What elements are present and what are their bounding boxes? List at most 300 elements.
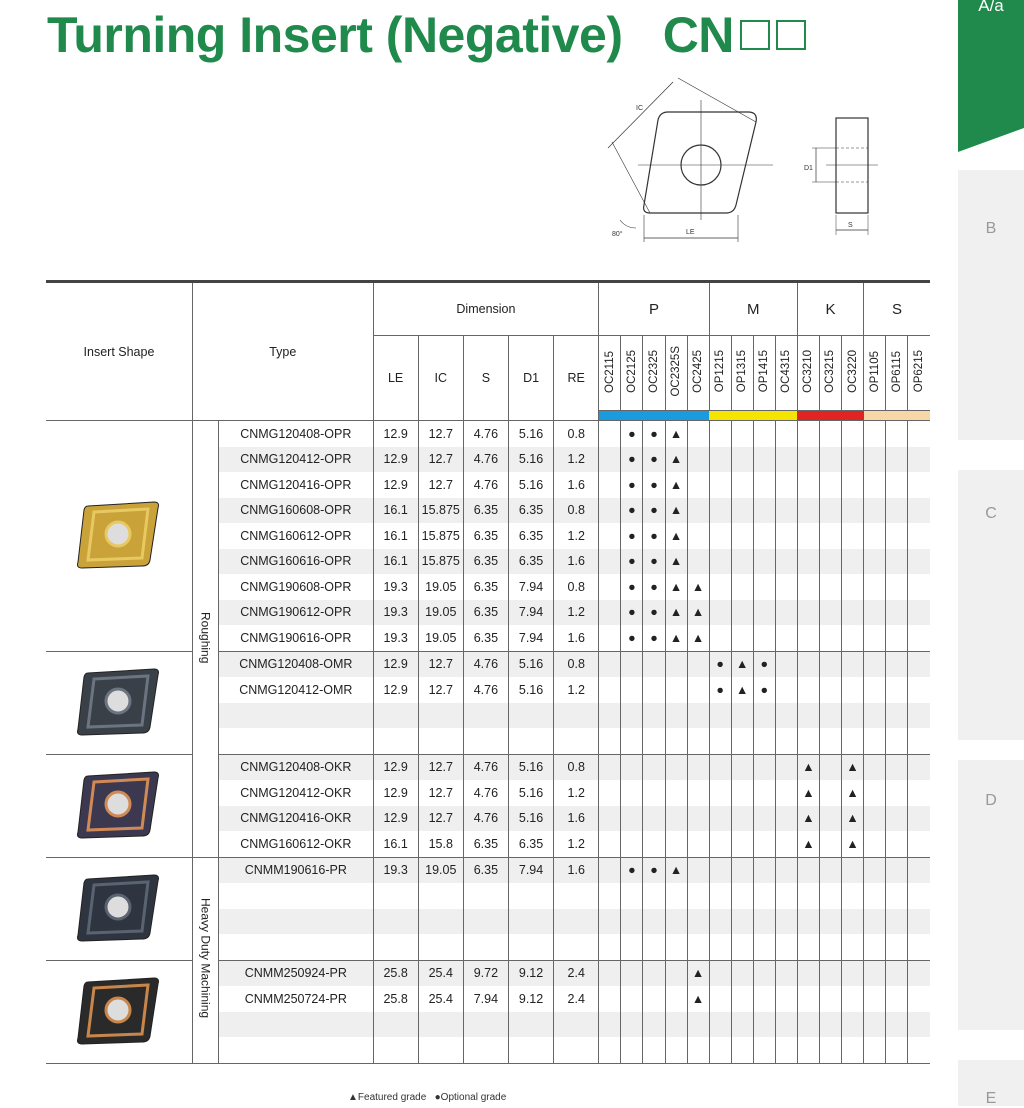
grade-mark-cell	[753, 472, 775, 498]
grade-mark-cell	[709, 600, 731, 626]
grade-mark-cell	[797, 498, 819, 524]
grade-mark-cell	[819, 806, 841, 832]
grade-mark-cell: ●	[621, 472, 643, 498]
grade-mark-cell	[819, 883, 841, 909]
grade-mark-cell: ▲	[665, 549, 687, 575]
grade-mark-cell	[775, 651, 797, 677]
insert-shape-cell	[46, 754, 192, 857]
gray-insert-omr-image	[74, 663, 164, 739]
grade-mark-cell	[819, 934, 841, 960]
type-header: Type	[192, 282, 373, 421]
grade-mark-cell	[753, 625, 775, 651]
grade-mark-cell	[775, 934, 797, 960]
le-cell: 16.1	[373, 831, 418, 857]
grade-mark-cell	[665, 1037, 687, 1063]
type-cell: CNMG120412-OKR	[219, 780, 374, 806]
grade-mark-cell	[864, 960, 886, 986]
grade-mark-cell	[753, 600, 775, 626]
grade-mark-cell	[687, 934, 709, 960]
grade-mark-cell: ▲	[687, 960, 709, 986]
grade-mark-cell	[709, 523, 731, 549]
grade-mark-cell	[797, 600, 819, 626]
grade-color-cell	[886, 411, 908, 421]
grade-mark-cell	[687, 1037, 709, 1063]
grade-mark-cell	[753, 728, 775, 754]
s-cell: 6.35	[463, 574, 508, 600]
grade-mark-cell	[687, 806, 709, 832]
grade-mark-cell	[665, 1012, 687, 1038]
grade-mark-cell: ▲	[797, 754, 819, 780]
grade-mark-cell	[599, 523, 621, 549]
grade-mark-cell	[643, 677, 665, 703]
grade-color-cell	[599, 411, 621, 421]
type-cell	[219, 934, 374, 960]
grade-mark-cell	[621, 651, 643, 677]
grade-mark-cell	[819, 600, 841, 626]
grade-mark-cell	[775, 498, 797, 524]
grade-mark-cell	[819, 549, 841, 575]
grade-mark-cell: ▲	[687, 574, 709, 600]
type-cell: CNMG120412-OPR	[219, 447, 374, 473]
grade-mark-cell	[731, 421, 753, 447]
grade-mark-cell	[731, 498, 753, 524]
ic-cell: 12.7	[418, 651, 463, 677]
grade-mark-cell	[908, 600, 930, 626]
grade-mark-cell	[864, 1037, 886, 1063]
grade-mark-cell	[864, 677, 886, 703]
grade-mark-cell	[797, 986, 819, 1012]
grade-mark-cell	[709, 703, 731, 729]
le-cell	[373, 1012, 418, 1038]
grade-mark-cell	[908, 677, 930, 703]
grade-mark-cell	[621, 831, 643, 857]
type-cell: CNMG120416-OPR	[219, 472, 374, 498]
grade-mark-cell	[908, 498, 930, 524]
type-cell: CNMM190616-PR	[219, 857, 374, 883]
grade-mark-cell	[709, 498, 731, 524]
grade-mark-cell	[864, 857, 886, 883]
tab-d[interactable]: D	[985, 792, 997, 809]
grade-mark-cell	[842, 421, 864, 447]
le-cell: 19.3	[373, 600, 418, 626]
grade-mark-cell	[797, 1037, 819, 1063]
grade-mark-cell	[819, 677, 841, 703]
grade-mark-cell: ▲	[797, 831, 819, 857]
le-cell	[373, 909, 418, 935]
grade-mark-cell	[643, 780, 665, 806]
grade-mark-cell: ●	[621, 447, 643, 473]
grade-mark-cell	[775, 831, 797, 857]
grade-color-cell	[753, 411, 775, 421]
d1-cell: 5.16	[508, 780, 553, 806]
s-cell	[463, 728, 508, 754]
grade-mark-cell	[621, 909, 643, 935]
grade-mark-cell	[731, 1037, 753, 1063]
grade-mark-cell	[687, 498, 709, 524]
ic-cell: 12.7	[418, 677, 463, 703]
table-row	[46, 421, 930, 447]
grade-mark-cell: ●	[753, 651, 775, 677]
grade-mark-cell	[599, 472, 621, 498]
grade-mark-cell	[709, 806, 731, 832]
insert-dimension-diagram	[598, 70, 898, 245]
d1-cell: 5.16	[508, 447, 553, 473]
grade-mark-cell	[819, 909, 841, 935]
grade-mark-cell	[864, 600, 886, 626]
le-cell	[373, 728, 418, 754]
grade-mark-cell	[731, 754, 753, 780]
table-row	[46, 754, 930, 780]
grade-mark-cell	[599, 421, 621, 447]
d1-cell: 6.35	[508, 498, 553, 524]
legend-featured: ▲Featured grade	[348, 1092, 427, 1103]
grade-mark-cell	[864, 780, 886, 806]
grade-mark-cell	[775, 677, 797, 703]
grade-mark-cell	[842, 498, 864, 524]
grade-mark-cell	[599, 447, 621, 473]
application-label: Roughing	[198, 611, 213, 663]
type-cell: CNMG160612-OPR	[219, 523, 374, 549]
grade-color-cell	[643, 411, 665, 421]
grade-mark-cell	[643, 960, 665, 986]
grade-mark-cell	[775, 960, 797, 986]
d1-cell: 6.35	[508, 523, 553, 549]
grade-mark-cell	[842, 677, 864, 703]
grade-mark-cell	[775, 857, 797, 883]
re-cell: 1.2	[554, 600, 599, 626]
grade-mark-cell	[864, 421, 886, 447]
s-cell: 4.76	[463, 651, 508, 677]
grade-mark-cell: ▲	[665, 625, 687, 651]
le-cell: 12.9	[373, 651, 418, 677]
grade-mark-cell	[908, 523, 930, 549]
grade-mark-cell	[775, 909, 797, 935]
le-cell: 16.1	[373, 498, 418, 524]
re-cell: 1.6	[554, 625, 599, 651]
grade-mark-cell	[819, 754, 841, 780]
diagram-angle-label: 80°	[612, 231, 623, 238]
type-cell	[219, 1012, 374, 1038]
grade-mark-cell	[709, 421, 731, 447]
grade-mark-cell	[864, 831, 886, 857]
re-cell: 1.6	[554, 806, 599, 832]
grade-color-cell	[709, 411, 731, 421]
grade-mark-cell	[886, 1012, 908, 1038]
grade-mark-cell: ▲	[797, 780, 819, 806]
grade-mark-cell	[709, 472, 731, 498]
grade-mark-cell	[797, 421, 819, 447]
grade-mark-cell	[775, 523, 797, 549]
d1-cell: 6.35	[508, 549, 553, 575]
grade-mark-cell: ▲	[842, 780, 864, 806]
grade-mark-cell: ●	[643, 472, 665, 498]
d1-cell	[508, 934, 553, 960]
grade-mark-cell	[908, 625, 930, 651]
grade-header: OP1315	[731, 336, 753, 411]
grade-mark-cell	[886, 883, 908, 909]
re-cell: 0.8	[554, 651, 599, 677]
grade-mark-cell	[709, 857, 731, 883]
grade-mark-cell: ▲	[665, 574, 687, 600]
grade-color-cell	[621, 411, 643, 421]
grade-mark-cell	[753, 986, 775, 1012]
type-cell: CNMG120412-OMR	[219, 677, 374, 703]
grade-mark-cell	[599, 754, 621, 780]
grade-mark-cell	[797, 703, 819, 729]
grade-mark-cell	[643, 1037, 665, 1063]
grade-mark-cell	[775, 574, 797, 600]
grade-mark-cell: ▲	[665, 421, 687, 447]
grade-mark-cell: ▲	[731, 651, 753, 677]
grade-mark-cell	[797, 651, 819, 677]
grade-mark-cell	[886, 498, 908, 524]
grade-header: OC2325S	[665, 336, 687, 411]
grade-mark-cell	[908, 909, 930, 935]
type-cell	[219, 883, 374, 909]
s-cell	[463, 703, 508, 729]
grade-header: OP6115	[886, 336, 908, 411]
grade-color-cell	[864, 411, 886, 421]
grade-mark-cell	[665, 677, 687, 703]
tab-c[interactable]: C	[985, 505, 997, 522]
grade-mark-cell	[621, 754, 643, 780]
grade-mark-cell	[687, 677, 709, 703]
re-cell: 1.6	[554, 857, 599, 883]
type-cell: CNMG160616-OPR	[219, 549, 374, 575]
grade-mark-cell: ●	[643, 498, 665, 524]
grade-mark-cell	[886, 549, 908, 575]
s-cell: 4.76	[463, 754, 508, 780]
grade-header: OP1215	[709, 336, 731, 411]
d1-cell: 6.35	[508, 831, 553, 857]
grade-mark-cell	[599, 625, 621, 651]
application-cell	[192, 421, 218, 858]
grade-mark-cell	[908, 549, 930, 575]
s-cell: 4.76	[463, 421, 508, 447]
grade-mark-cell: ●	[643, 523, 665, 549]
grade-mark-cell	[709, 1037, 731, 1063]
grade-mark-cell	[819, 986, 841, 1012]
grade-mark-cell	[775, 728, 797, 754]
grade-mark-cell	[819, 831, 841, 857]
copper-insert-pr-image	[74, 972, 164, 1048]
table-row	[46, 651, 930, 677]
re-cell: 1.6	[554, 472, 599, 498]
grade-mark-cell: ●	[709, 677, 731, 703]
grade-header: OC2425	[687, 336, 709, 411]
dim-le-header: LE	[373, 336, 418, 421]
legend-optional: ●Optional grade	[434, 1092, 507, 1103]
grade-mark-cell	[731, 574, 753, 600]
le-cell: 19.3	[373, 857, 418, 883]
grade-mark-cell	[731, 934, 753, 960]
s-cell	[463, 934, 508, 960]
grade-mark-cell	[753, 806, 775, 832]
grade-mark-cell	[775, 625, 797, 651]
grade-mark-cell: ●	[643, 549, 665, 575]
grade-mark-cell	[731, 523, 753, 549]
active-tab-shape	[958, 0, 1024, 155]
application-cell	[192, 857, 218, 1063]
grade-mark-cell	[819, 857, 841, 883]
d1-cell	[508, 1037, 553, 1063]
grade-mark-cell	[797, 857, 819, 883]
grade-mark-cell	[731, 780, 753, 806]
re-cell: 1.2	[554, 780, 599, 806]
grade-mark-cell	[599, 909, 621, 935]
insert-shape-cell	[46, 421, 192, 652]
grade-mark-cell	[731, 728, 753, 754]
grade-mark-cell	[599, 857, 621, 883]
dim-s-header: S	[463, 336, 508, 421]
grade-mark-cell	[687, 523, 709, 549]
grade-mark-cell	[864, 754, 886, 780]
tab-e[interactable]: E	[985, 1090, 997, 1107]
grade-mark-cell	[775, 703, 797, 729]
grade-mark-cell	[621, 780, 643, 806]
grade-mark-cell	[864, 574, 886, 600]
type-cell: CNMG190612-OPR	[219, 600, 374, 626]
grade-mark-cell	[621, 934, 643, 960]
grade-mark-cell	[908, 1012, 930, 1038]
ic-cell: 15.8	[418, 831, 463, 857]
grade-mark-cell	[753, 960, 775, 986]
grade-mark-cell: ▲	[665, 472, 687, 498]
type-cell: CNMG190608-OPR	[219, 574, 374, 600]
grade-mark-cell	[864, 986, 886, 1012]
grade-mark-cell	[731, 703, 753, 729]
grade-mark-cell	[886, 600, 908, 626]
grade-mark-cell	[797, 909, 819, 935]
grade-mark-cell	[665, 728, 687, 754]
le-cell: 25.8	[373, 986, 418, 1012]
grade-mark-cell	[599, 806, 621, 832]
grade-mark-cell	[864, 651, 886, 677]
d1-cell: 5.16	[508, 651, 553, 677]
grade-mark-cell	[864, 806, 886, 832]
le-cell	[373, 934, 418, 960]
grade-mark-cell	[687, 857, 709, 883]
tab-b[interactable]: B	[985, 220, 997, 237]
type-cell: CNMM250724-PR	[219, 986, 374, 1012]
type-cell	[219, 728, 374, 754]
ic-cell: 12.7	[418, 421, 463, 447]
grade-mark-cell	[599, 549, 621, 575]
grade-mark-cell	[687, 909, 709, 935]
insert-shape-cell	[46, 651, 192, 754]
grade-mark-cell	[753, 883, 775, 909]
grade-mark-cell: ●	[621, 600, 643, 626]
grade-mark-cell	[731, 549, 753, 575]
grade-mark-cell: ▲	[687, 600, 709, 626]
grade-mark-cell	[709, 934, 731, 960]
s-cell: 6.35	[463, 523, 508, 549]
re-cell: 0.8	[554, 754, 599, 780]
grade-mark-cell: ▲	[797, 806, 819, 832]
ic-cell: 15.875	[418, 523, 463, 549]
grade-mark-cell	[864, 934, 886, 960]
grade-mark-cell	[753, 909, 775, 935]
s-cell: 6.35	[463, 600, 508, 626]
d1-cell: 5.16	[508, 472, 553, 498]
grade-mark-cell	[687, 780, 709, 806]
grade-mark-cell	[908, 754, 930, 780]
le-cell: 16.1	[373, 523, 418, 549]
placeholder-box	[776, 20, 806, 50]
tab-bg-b	[958, 170, 1024, 440]
grade-mark-cell: ●	[643, 600, 665, 626]
grade-mark-cell	[797, 625, 819, 651]
tab-a[interactable]: A/a	[978, 0, 1004, 15]
grade-mark-cell	[819, 1012, 841, 1038]
grade-mark-cell	[621, 677, 643, 703]
grade-mark-cell	[864, 447, 886, 473]
type-cell	[219, 909, 374, 935]
grade-mark-cell	[775, 421, 797, 447]
grade-group-m: M	[709, 282, 797, 336]
placeholder-box	[740, 20, 770, 50]
grade-mark-cell: ▲	[665, 600, 687, 626]
grade-mark-cell	[886, 574, 908, 600]
grade-mark-cell: ●	[643, 421, 665, 447]
grade-mark-cell	[599, 986, 621, 1012]
grade-mark-cell	[819, 728, 841, 754]
grade-mark-cell	[886, 831, 908, 857]
table-row	[46, 960, 930, 986]
s-cell	[463, 1012, 508, 1038]
grade-mark-cell	[886, 960, 908, 986]
grade-mark-cell	[643, 909, 665, 935]
grade-mark-cell: ●	[753, 677, 775, 703]
le-cell	[373, 883, 418, 909]
grade-mark-cell	[864, 883, 886, 909]
grade-mark-cell	[687, 728, 709, 754]
dim-ic-header: IC	[418, 336, 463, 421]
grade-color-cell	[908, 411, 930, 421]
d1-cell	[508, 728, 553, 754]
grade-mark-cell	[842, 600, 864, 626]
grade-mark-cell	[599, 1037, 621, 1063]
grade-mark-cell	[775, 1012, 797, 1038]
grade-mark-cell	[643, 754, 665, 780]
d1-cell: 5.16	[508, 677, 553, 703]
grade-mark-cell	[842, 1012, 864, 1038]
grade-mark-cell	[709, 625, 731, 651]
grade-mark-cell	[621, 1012, 643, 1038]
grade-mark-cell: ●	[643, 574, 665, 600]
grade-mark-cell	[731, 883, 753, 909]
grade-mark-cell	[775, 780, 797, 806]
grade-mark-cell	[643, 728, 665, 754]
grade-mark-cell	[908, 1037, 930, 1063]
grade-mark-cell	[599, 703, 621, 729]
re-cell	[554, 1037, 599, 1063]
re-cell	[554, 1012, 599, 1038]
le-cell: 12.9	[373, 780, 418, 806]
grade-mark-cell	[753, 1012, 775, 1038]
s-cell: 7.94	[463, 986, 508, 1012]
ic-cell	[418, 909, 463, 935]
d1-cell: 5.16	[508, 754, 553, 780]
grade-header: OP1415	[753, 336, 775, 411]
grade-mark-cell	[886, 472, 908, 498]
grade-mark-cell	[797, 728, 819, 754]
grade-mark-cell	[797, 883, 819, 909]
grade-mark-cell	[908, 780, 930, 806]
grade-mark-cell	[886, 986, 908, 1012]
grade-color-cell	[842, 411, 864, 421]
grade-mark-cell	[797, 934, 819, 960]
